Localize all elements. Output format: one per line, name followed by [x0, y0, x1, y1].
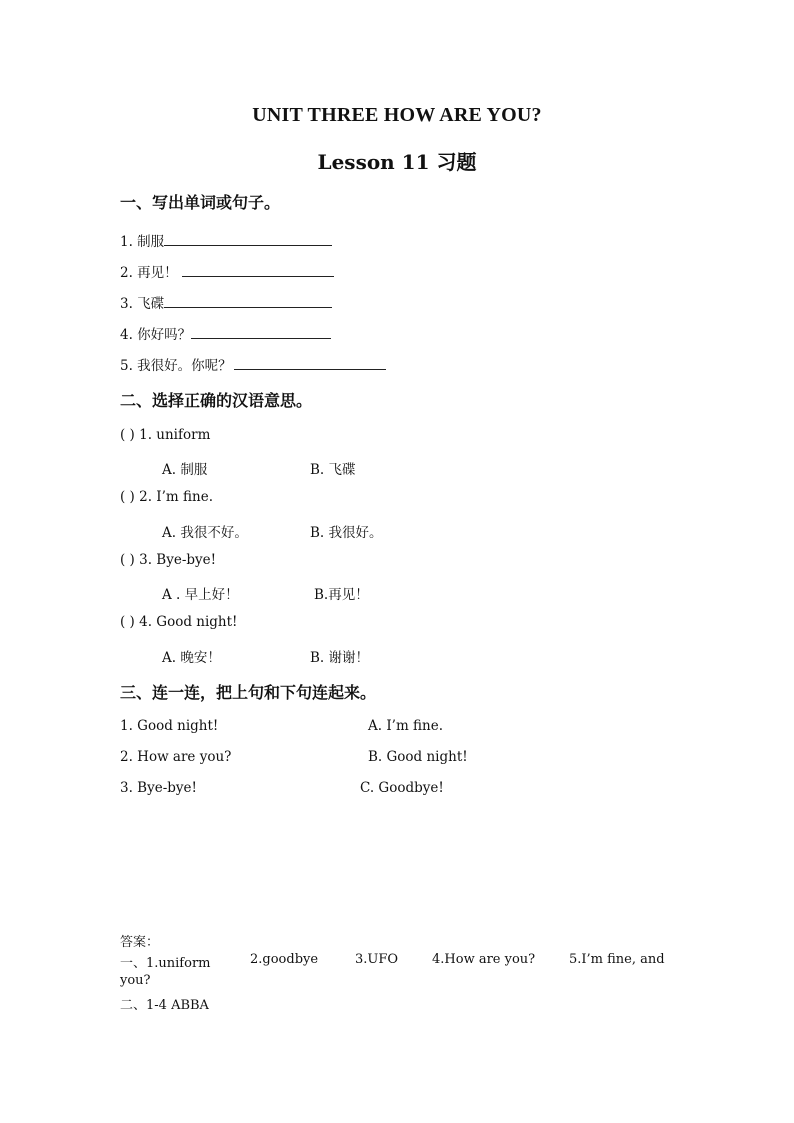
- option-a: A. 制服: [162, 462, 208, 478]
- match-left-1[interactable]: 1. Good night!: [120, 718, 219, 734]
- match-right-b[interactable]: B. Good night!: [368, 749, 468, 765]
- lesson-subtitle: Lesson 11 习题: [317, 150, 477, 174]
- section1-heading: 一、写出单词或句子。: [120, 193, 281, 212]
- answer-1-5: 5.I’m fine, and: [569, 952, 665, 967]
- question-text: 3. Bye-bye!: [139, 552, 217, 568]
- option-b: B.再见！: [314, 587, 369, 603]
- answer-1-4: 4.How are you?: [432, 952, 536, 967]
- fill-item-1: [120, 230, 332, 250]
- fill-item-5: [120, 354, 386, 374]
- option-b: B. 飞碟: [310, 462, 356, 478]
- match-left-2[interactable]: 2. How are you?: [120, 749, 232, 765]
- option-a: A. 晚安！: [162, 650, 221, 666]
- answer-bracket[interactable]: ( ): [120, 614, 135, 630]
- option-a: A . 早上好！: [162, 587, 239, 603]
- match-left-3[interactable]: 3. Bye-bye!: [120, 780, 197, 796]
- fill-item-2: [120, 261, 334, 281]
- answer-1-2: 2.goodbye: [250, 952, 319, 967]
- fill-item-label: 1. 制服: [120, 234, 165, 250]
- fill-item-label: 2. 再见！: [120, 265, 178, 281]
- match-right-c[interactable]: C. Goodbye!: [360, 780, 444, 796]
- section3-heading: 三、连一连，把上句和下句连起来。: [120, 683, 377, 702]
- answer-bracket[interactable]: ( ): [120, 427, 135, 443]
- fill-item-label: 4. 你好吗？: [120, 327, 192, 343]
- fill-item-4: [120, 323, 331, 343]
- section2-heading: 二、选择正确的汉语意思。: [120, 391, 313, 410]
- question-4: [120, 614, 237, 630]
- answer-blank[interactable]: [182, 263, 334, 277]
- answer-1-1: 一、1.uniform: [120, 956, 211, 971]
- question-text: 1. uniform: [139, 427, 211, 443]
- answer-bracket[interactable]: ( ): [120, 489, 135, 505]
- option-a: A. 我很不好。: [162, 525, 248, 541]
- question-text: 2. I’m fine.: [139, 489, 213, 505]
- option-b: B. 我很好。: [310, 525, 383, 541]
- answer-blank[interactable]: [164, 232, 332, 246]
- answers-label: 答案：: [120, 935, 160, 950]
- question-1: [120, 427, 210, 443]
- match-right-a[interactable]: A. I’m fine.: [368, 718, 444, 734]
- fill-item-label: 5. 我很好。你呢？: [120, 358, 232, 374]
- fill-item-label: 3. 飞碟: [120, 296, 165, 312]
- page-title: UNIT THREE HOW ARE YOU?: [252, 104, 542, 126]
- answer-blank[interactable]: [164, 294, 332, 308]
- answer-bracket[interactable]: ( ): [120, 552, 135, 568]
- answer-1-cont: you?: [120, 973, 151, 988]
- answer-blank[interactable]: [234, 356, 386, 370]
- question-2: [120, 489, 213, 505]
- option-b: B. 谢谢！: [310, 650, 370, 666]
- question-3: [120, 552, 216, 568]
- answer-2: 二、1-4 ABBA: [120, 998, 209, 1013]
- question-text: 4. Good night!: [139, 614, 238, 630]
- fill-item-3: [120, 292, 332, 312]
- answer-1-3: 3.UFO: [355, 952, 399, 967]
- answer-blank[interactable]: [191, 325, 331, 339]
